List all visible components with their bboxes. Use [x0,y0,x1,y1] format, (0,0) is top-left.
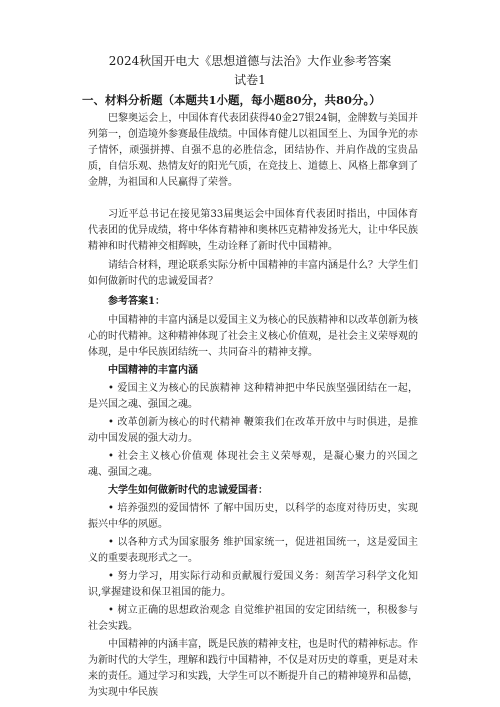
subheading-students: 大学生如何做新时代的忠诚爱国者： [108,485,268,496]
question-text: 请结合材料，理论联系实际分析中国精神的丰富内涵是什么？大学生们如何做新时代的忠诚爱国者？ [88,260,418,287]
list-item: • 培养强烈的爱国情怀 了解中国历史，以科学的态度对待历史，实现振兴中华的夙愿。 [88,503,418,530]
list-item: • 努力学习，用实际行动和贡献履行爱国义务：刻苦学习科学文化知识,掌握建设和保卫祖国的能力。 [88,571,418,598]
material-paragraph-2: 习近平总书记在接见第33届奥运会中国体育代表团时指出，中国体育代表团的优异成绩，将中华体育精神和奥林匹克精神发扬光大，让中华民族精神和时代精神交相辉映，生动诠释了新时代中国精神。 [88,209,418,252]
subheading-connotation: 中国精神的丰富内涵 [108,365,198,376]
answer-paragraph: 中国精神的丰富内涵是以爱国主义为核心的民族精神和以改革创新为核心的时代精神。这种精神体现了社会主义核心价值观，是社会主义荣辱观的体现，是中华民族团结统一、共同奋斗的精神支撑。 [88,315,418,358]
material-paragraph-1: 巴黎奥运会上，中国体育代表团获得40金27银24铜，金牌数与美国并列第一，创造境外参赛最佳战绩。中国体育健儿以祖国至上、为国争光的赤子情怀，顽强拼搏、自强不息的必胜信念，团结协作、并肩作战的宝贵品质，自信乐观、热情友好的阳光气质，在竞技上、道德上、风格上都拿到了金牌，为祖国和人民赢得了荣誉。 [88,113,418,188]
section-heading: 一、材料分析题（本题共1小题，每小题80分，共80分。） [82,93,381,107]
paper-label: 试卷1 [234,73,266,87]
answer-label: 参考答案1： [108,296,165,307]
list-item: • 树立正确的思想政治观念 自觉维护祖国的安定团结统一，积极参与社会实践。 [88,605,418,632]
list-item: • 以各种方式为国家服务 维护国家统一，促进祖国统一，这是爱国主义的重要表现形式之一。 [88,537,418,564]
list-item: • 社会主义核心价值观 体现社会主义荣辱观，是凝心聚力的兴国之魂、强国之魂。 [88,451,418,478]
list-item: • 爱国主义为核心的民族精神 这种精神把中华民族坚强团结在一起，是兴国之魂、强国之魂。 [88,383,418,410]
conclusion-paragraph: 中国精神的内涵丰富，既是民族的精神支柱，也是时代的精神标志。作为新时代的大学生，理解和践行中国精神，不仅是对历史的尊重，更是对未来的责任。通过学习和实践，大学生可以不断提升自己的精神境界和品德，为实现中华民族 [88,639,418,698]
document-title: 2024秋国开电大《思想道德与法治》大作业参考答案 [108,54,392,68]
list-item: • 改革创新为核心的时代精神 鞭策我们在改革开放中与时俱进，是推动中国发展的强大动力。 [88,417,418,444]
